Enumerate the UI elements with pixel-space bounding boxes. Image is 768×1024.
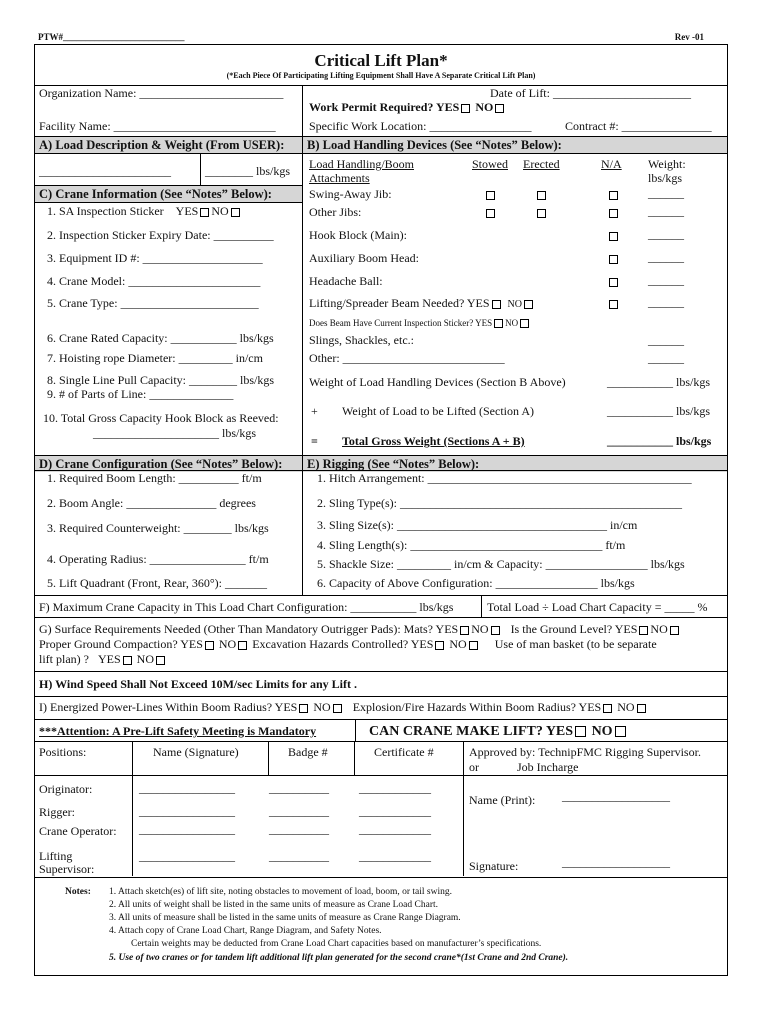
organization-name-field[interactable]: Organization Name: ________________________ <box>39 86 284 100</box>
ptw-number: PTW#___________________________ <box>38 32 185 42</box>
rated-capacity-field[interactable]: 6. Crane Rated Capacity: ___________ lbs/kgs <box>47 331 274 345</box>
contract-field[interactable]: Contract #: _______________ <box>565 119 712 133</box>
col-erected: Erected <box>523 157 560 171</box>
headache-ball-weight[interactable]: ______ <box>648 273 684 287</box>
headache-ball-na-checkbox[interactable] <box>609 278 618 287</box>
specific-location-field[interactable]: Specific Work Location: _________________ <box>309 119 532 133</box>
note-3: 3. All units of measure shall be listed in the same units of measure as Crane Range Diagram. <box>109 913 461 923</box>
power-lines-no-checkbox[interactable] <box>333 704 342 713</box>
operator-cert-line[interactable]: ____________ <box>359 822 431 836</box>
equipment-id-field[interactable]: 3. Equipment ID #: ____________________ <box>47 251 263 265</box>
gross-capacity-field[interactable]: _____________________ lbs/kgs <box>93 426 257 440</box>
approved-by: Approved by: TechnipFMC Rigging Supervisor. <box>469 745 701 759</box>
note-4: 4. Attach copy of Crane Load Chart, Range Diagram, and Safety Notes. <box>109 926 382 936</box>
excavation-no-checkbox[interactable] <box>469 641 478 650</box>
revision: Rev -01 <box>674 32 704 42</box>
slings-weight[interactable]: ______ <box>648 333 684 347</box>
originator-cert-line[interactable]: ____________ <box>359 781 431 795</box>
wind-speed-limit: H) Wind Speed Shall Not Exceed 10M/sec Limits for any Lift . <box>39 677 358 691</box>
weight-devices-value[interactable]: ___________ lbs/kgs <box>607 375 711 389</box>
supervisor-badge-line[interactable]: __________ <box>269 849 329 863</box>
date-of-lift-field[interactable]: Date of Lift: _______________________ <box>490 86 691 100</box>
facility-name-field[interactable]: Facility Name: ___________________________ <box>39 119 276 133</box>
beam-yes-checkbox[interactable] <box>492 300 501 309</box>
equals-sign: = <box>311 434 318 448</box>
rigger-label: Rigger: <box>39 805 75 819</box>
top-line <box>34 30 728 44</box>
power-lines: I) Energized Power-Lines Within Boom Radius? YES NO Explosion/Fire Hazards Within Boom Radius? YES NO <box>39 701 648 715</box>
configuration-capacity-field[interactable]: 6. Capacity of Above Configuration: _________________ lbs/kgs <box>317 576 635 590</box>
slings-label: Slings, Shackles, etc.: <box>309 333 414 347</box>
name-print-line[interactable]: __________________ <box>562 789 670 803</box>
col-weight: Weight: lbs/kgs <box>648 157 686 185</box>
sling-length-field[interactable]: 4. Sling Length(s): ________________________________ ft/m <box>317 538 626 552</box>
attention-notice: ***Attention: A Pre-Lift Safety Meeting is Mandatory <box>39 724 317 738</box>
other-weight[interactable]: ______ <box>648 351 684 365</box>
note-1: 1. Attach sketch(es) of lift site, noting obstacles to movement of load, boom, or tail swing. <box>109 887 452 897</box>
operating-radius-field[interactable]: 4. Operating Radius: ________________ ft/m <box>47 552 269 566</box>
operator-badge-line[interactable]: __________ <box>269 822 329 836</box>
other-jibs-erected-checkbox[interactable] <box>537 209 546 218</box>
sa-inspection-sticker: 1. SA Inspection Sticker YES NO <box>47 205 242 219</box>
sa-sticker-no-checkbox[interactable] <box>231 208 240 217</box>
swing-jib-weight[interactable]: ______ <box>648 186 684 200</box>
work-permit-no-checkbox[interactable] <box>495 104 504 113</box>
man-basket-yes-checkbox[interactable] <box>123 656 132 665</box>
explosion-no-checkbox[interactable] <box>637 704 646 713</box>
signature-line[interactable]: __________________ <box>562 855 670 869</box>
supervisor-cert-line[interactable]: ____________ <box>359 849 431 863</box>
section-c-header: C) Crane Information (See “Notes” Below): <box>35 186 302 202</box>
originator-name-line[interactable]: ________________ <box>139 781 235 795</box>
hitch-arrangement-field[interactable]: 1. Hitch Arrangement: ____________________________________________ <box>317 471 692 485</box>
hook-block-weight[interactable]: ______ <box>648 227 684 241</box>
weight-load-value[interactable]: ___________ lbs/kgs <box>607 404 711 418</box>
beam-na-checkbox[interactable] <box>609 300 618 309</box>
other-jibs-na-checkbox[interactable] <box>609 209 618 218</box>
ground-level-yes-checkbox[interactable] <box>639 626 648 635</box>
beam-weight[interactable]: ______ <box>648 295 684 309</box>
parts-of-line-field[interactable]: 9. # of Parts of Line: ______________ <box>47 387 234 401</box>
aux-boom-head-label: Auxiliary Boom Head: <box>309 251 419 265</box>
load-description-field[interactable]: ______________________ <box>39 164 171 178</box>
rigger-badge-line[interactable]: __________ <box>269 804 329 818</box>
page-title: Critical Lift Plan* <box>314 51 448 70</box>
load-weight-field[interactable]: ________ lbs/kgs <box>205 164 291 178</box>
weight-devices-label: Weight of Load Handling Devices (Section B Above) <box>309 375 566 389</box>
section-a-header: A) Load Description & Weight (From USER): <box>35 137 302 153</box>
aux-head-na-checkbox[interactable] <box>609 255 618 264</box>
can-lift-yes-checkbox[interactable] <box>575 726 586 737</box>
col-na: N/A <box>601 157 622 171</box>
col-stowed: Stowed <box>472 157 508 171</box>
shackle-size-field[interactable]: 5. Shackle Size: _________ in/cm & Capacity: _________________ lbs/kgs <box>317 557 685 571</box>
signature-label: Signature: <box>469 859 519 873</box>
mats-yes-checkbox[interactable] <box>460 626 469 635</box>
supervisor-label: Supervisor: <box>39 862 95 876</box>
col-attachments: Load Handling/Boom Attachments <box>309 157 414 185</box>
other-jibs-weight[interactable]: ______ <box>648 204 684 218</box>
max-crane-capacity-field[interactable]: F) Maximum Crane Capacity in This Load Chart Configuration: ___________ lbs/kgs <box>39 600 454 614</box>
swing-jib-erected-checkbox[interactable] <box>537 191 546 200</box>
notes-label: Notes: <box>65 887 91 897</box>
note-5: 5. Use of two cranes or for tandem lift additional lift plan generated for the second crane*(1st Crane and 2nd Crane). <box>109 953 569 963</box>
note-2: 2. All units of weight shall be listed in the same units of measure as Crane Load Chart. <box>109 900 439 910</box>
line-pull-field[interactable]: 8. Single Line Pull Capacity: ________ lbs/kgs <box>47 373 274 387</box>
weight-load-label: Weight of Load to be Lifted (Section A) <box>342 404 534 418</box>
load-ratio-field[interactable]: Total Load ÷ Load Chart Capacity = _____ % <box>487 600 708 614</box>
beam-needed-label: Lifting/Spreader Beam Needed? YES NO <box>309 297 535 311</box>
sa-sticker-yes-checkbox[interactable] <box>200 208 209 217</box>
supervisor-name-line[interactable]: ________________ <box>139 849 235 863</box>
swing-jib-na-checkbox[interactable] <box>609 191 618 200</box>
originator-label: Originator: <box>39 782 93 796</box>
hook-block-na-checkbox[interactable] <box>609 232 618 241</box>
beam-sticker-no-checkbox[interactable] <box>520 319 529 328</box>
mats-no-checkbox[interactable] <box>491 626 500 635</box>
compaction-yes-checkbox[interactable] <box>205 641 214 650</box>
swing-away-jib-label: Swing-Away Jib: <box>309 187 392 201</box>
lifting-label: Lifting <box>39 849 73 863</box>
gross-capacity-label: 10. Total Gross Capacity Hook Block as Reeved: <box>43 411 279 425</box>
sling-type-field[interactable]: 2. Sling Type(s): _______________________________________________ <box>317 496 682 510</box>
ground-compaction: Proper Ground Compaction? YES NO Excavation Hazards Controlled? YES NO Use of man basket (to be separate <box>39 637 657 651</box>
total-gross-weight-value[interactable]: ___________ lbs/kgs <box>607 434 712 448</box>
crane-operator-label: Crane Operator: <box>39 824 117 838</box>
lift-quadrant-field[interactable]: 5. Lift Quadrant (Front, Rear, 360°): _______ <box>47 576 267 590</box>
boom-angle-field[interactable]: 2. Boom Angle: _______________ degrees <box>47 496 256 510</box>
explosion-yes-checkbox[interactable] <box>603 704 612 713</box>
crane-model-field[interactable]: 4. Crane Model: ______________________ <box>47 274 261 288</box>
ground-level-no-checkbox[interactable] <box>670 626 679 635</box>
can-crane-make-lift: CAN CRANE MAKE LIFT? YES NO <box>369 724 628 740</box>
name-print-label: Name (Print): <box>469 793 536 807</box>
page-subtitle: (*Each Piece Of Participating Lifting Equipment Shall Have A Separate Critical Lift Plan) <box>226 71 536 80</box>
swing-jib-stowed-checkbox[interactable] <box>486 191 495 200</box>
sticker-expiry-field[interactable]: 2. Inspection Sticker Expiry Date: __________ <box>47 228 274 242</box>
can-lift-no-checkbox[interactable] <box>615 726 626 737</box>
beam-no-checkbox[interactable] <box>524 300 533 309</box>
work-permit-yes-checkbox[interactable] <box>461 104 470 113</box>
hook-block-label: Hook Block (Main): <box>309 228 407 242</box>
approved-or: or <box>469 760 479 774</box>
power-lines-yes-checkbox[interactable] <box>299 704 308 713</box>
surface-requirements: G) Surface Requirements Needed (Other Than Mandatory Outrigger Pads): Mats? YES NO Is the Ground Level? YES NO <box>39 623 681 637</box>
rigger-cert-line[interactable]: ____________ <box>359 804 431 818</box>
total-gross-weight-label: Total Gross Weight (Sections A + B) <box>342 434 525 448</box>
crane-type-field[interactable]: 5. Crane Type: _______________________ <box>47 296 259 310</box>
excavation-yes-checkbox[interactable] <box>435 641 444 650</box>
beam-sticker-yes-checkbox[interactable] <box>494 319 503 328</box>
note-4b: Certain weights may be deducted from Crane Load Chart capacities based on manufacturer’s specifications. <box>131 939 542 949</box>
headache-ball-label: Headache Ball: <box>309 274 383 288</box>
certificate-header: Certificate # <box>374 745 434 759</box>
man-basket: lift plan) ? YES NO <box>39 653 167 667</box>
name-signature-header: Name (Signature) <box>153 745 239 759</box>
counterweight-field[interactable]: 3. Required Counterweight: ________ lbs/kgs <box>47 521 269 535</box>
rigger-name-line[interactable]: ________________ <box>139 804 235 818</box>
boom-length-field[interactable]: 1. Required Boom Length: __________ ft/m <box>47 471 262 485</box>
aux-head-weight[interactable]: ______ <box>648 250 684 264</box>
compaction-no-checkbox[interactable] <box>238 641 247 650</box>
job-incharge: Job Incharge <box>517 760 579 774</box>
originator-badge-line[interactable]: __________ <box>269 781 329 795</box>
work-permit-label: Work Permit Required? YES NO <box>309 101 506 115</box>
rope-diameter-field[interactable]: 7. Hoisting rope Diameter: _________ in/cm <box>47 351 263 365</box>
lift-plan-form <box>34 44 728 976</box>
positions-header: Positions: <box>39 745 87 759</box>
operator-name-line[interactable]: ________________ <box>139 822 235 836</box>
man-basket-no-checkbox[interactable] <box>156 656 165 665</box>
section-d-header: D) Crane Configuration (See “Notes” Below): <box>35 456 302 472</box>
section-b-header: B) Load Handling Devices (See “Notes” Below): <box>303 137 727 153</box>
other-jibs-stowed-checkbox[interactable] <box>486 209 495 218</box>
beam-sticker-label: Does Beam Have Current Inspection Sticker? YES NO <box>309 318 531 328</box>
other-field[interactable]: Other: ___________________________ <box>309 351 505 365</box>
sling-size-field[interactable]: 3. Sling Size(s): ___________________________________ in/cm <box>317 518 638 532</box>
badge-header: Badge # <box>288 745 328 759</box>
plus-sign: + <box>311 404 318 418</box>
other-jibs-label: Other Jibs: <box>309 205 362 219</box>
section-e-header: E) Rigging (See “Notes” Below): <box>303 456 727 472</box>
